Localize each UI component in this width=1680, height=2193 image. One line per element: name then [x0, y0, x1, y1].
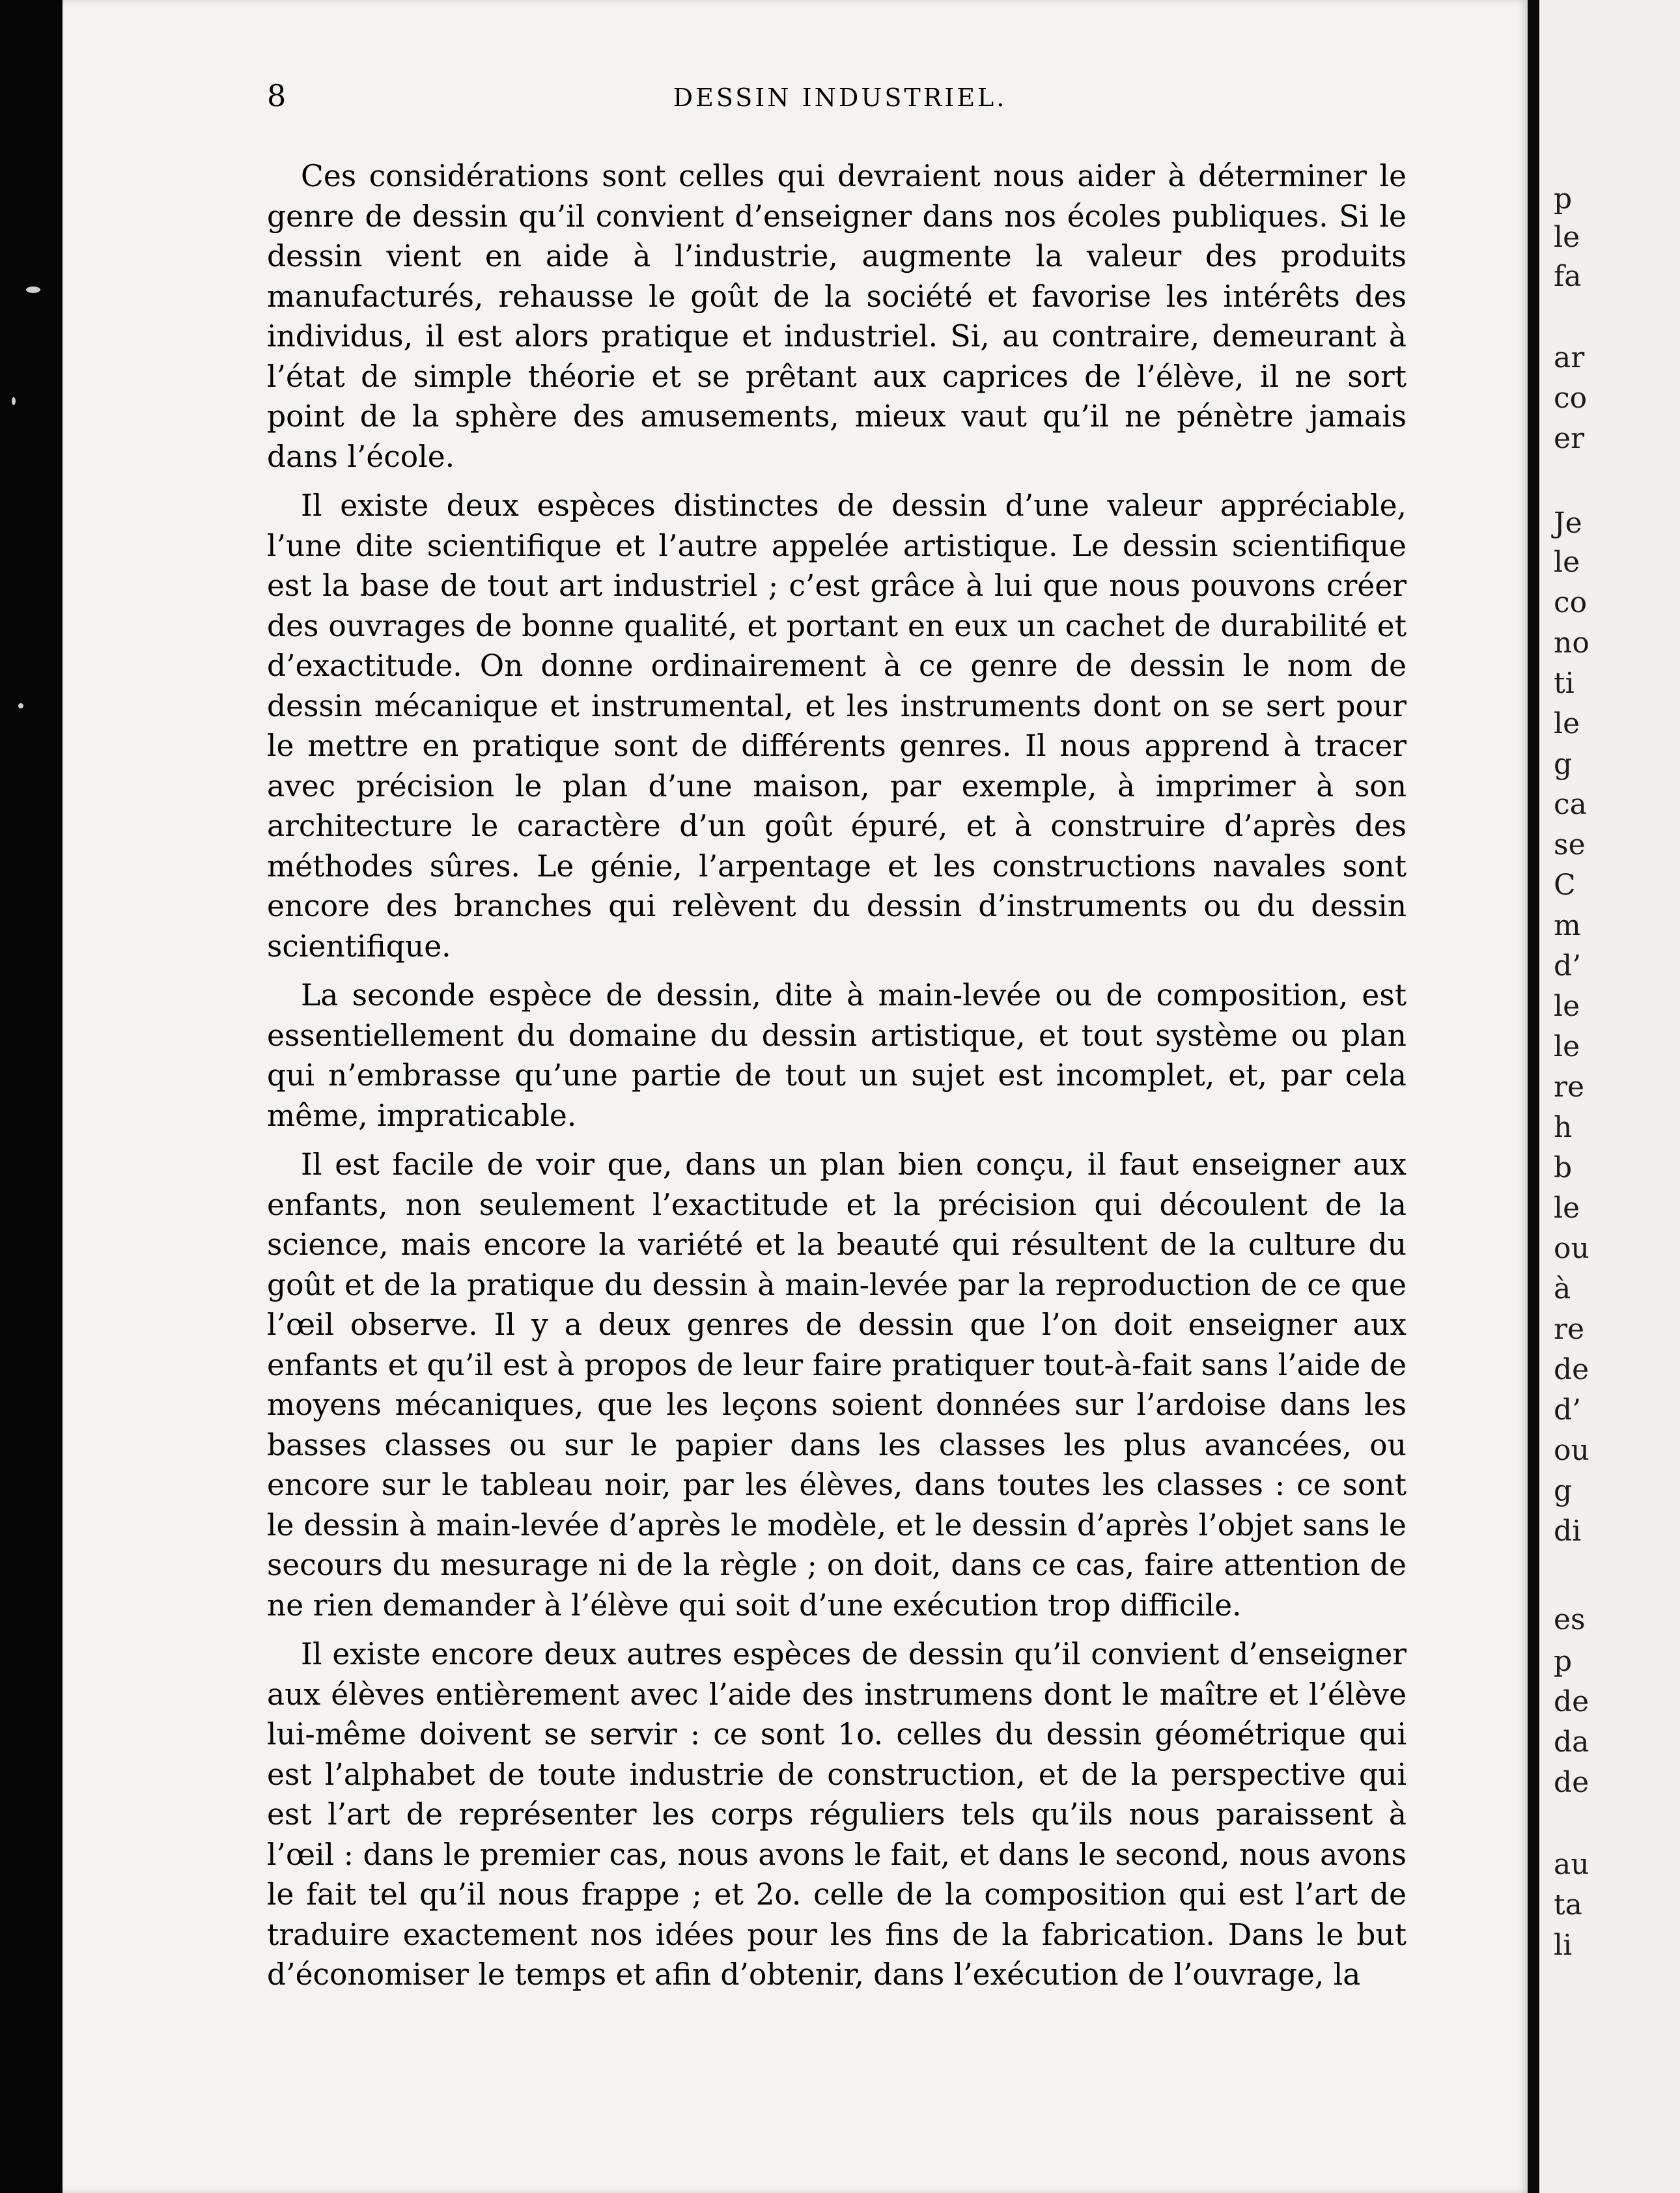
facing-page-text: m	[1554, 909, 1581, 942]
facing-page-text: h	[1554, 1111, 1573, 1144]
facing-page-text: de	[1554, 1766, 1589, 1799]
facing-page-text: d’	[1554, 949, 1582, 983]
facing-page-text: er	[1554, 422, 1585, 455]
facing-page-text: no	[1554, 626, 1589, 660]
facing-page-text: au	[1554, 1848, 1589, 1881]
facing-page-text: le	[1554, 546, 1580, 579]
facing-page-text: p	[1554, 1645, 1573, 1678]
facing-page-text: da	[1554, 1725, 1589, 1759]
facing-page-text: ca	[1554, 788, 1587, 821]
facing-page-text: ar	[1554, 341, 1585, 374]
facing-page-text: le	[1554, 221, 1580, 254]
facing-page-text: d’	[1554, 1393, 1582, 1427]
facing-page-text: re	[1554, 1313, 1585, 1346]
facing-page-text: de	[1554, 1685, 1589, 1718]
page-header	[267, 78, 1413, 130]
facing-page-text: re	[1554, 1070, 1585, 1104]
facing-page-text: fa	[1554, 260, 1582, 293]
page-number: 8	[267, 78, 287, 113]
facing-page-text: C	[1554, 869, 1576, 902]
facing-page-text: à	[1554, 1272, 1571, 1306]
facing-page-text: li	[1554, 1929, 1573, 1962]
facing-page-text: de	[1554, 1353, 1589, 1386]
facing-page-text: g	[1554, 747, 1573, 781]
scan-margin-left	[0, 0, 63, 2193]
facing-page-text: co	[1554, 382, 1588, 415]
facing-page-text: ta	[1554, 1888, 1582, 1921]
facing-page-text: ou	[1554, 1232, 1589, 1265]
running-title: DESSIN INDUSTRIEL.	[673, 83, 1007, 112]
scan-speck	[12, 397, 16, 405]
paragraph: Il est facile de voir que, dans un plan bien conçu, il faut enseigner aux enfants, non seulement l’exactitude et la précision qui découlent de la science, mais encore la variété et la beauté qui résultent de la culture du goût et de la pratique du dessin à main-levée par la reproduction de ce que l’œil observe. Il y a deux genres de dessin que l’on doit enseigner aux enfants et qu’il est à propos de leur faire pratiquer tout-à-fait sans l’aide de moyens mécaniques, que les leçons soient données sur l’ardoise dans les basses classes ou sur le papier dans les classes les plus avancées, ou encore sur le tableau noir, par les élèves, dans toutes les classes : ce sont le dessin à main-levée d’après le modèle, et le dessin d’après l’objet sans le secours du mesurage ni de la règle ; on doit, dans ce cas, faire attention de ne rien demander à l’élève qui soit d’une exécution trop difficile.	[267, 1147, 1407, 1623]
paragraph: Il existe deux espèces distinctes de dessin d’une valeur appréciable, l’une dite scientifique et l’autre appelée artistique. Le dessin scientifique est la base de tout art industriel ; c’est grâce à lui que nous pouvons créer des ouvrages de bonne qualité, et portant en eux un cachet de durabilité et d’exactitude. On donne ordinairement à ce genre de dessin le nom de dessin mécanique et instrumental, et les instruments dont on se sert pour le mettre en pratique sont de différents genres. Il nous apprend à tracer avec précision le plan d’une maison, par exemple, à imprimer à son architecture le caractère d’un goût épuré, et à construire d’après des méthodes sûres. Le génie, l’arpentage et les constructions navales sont encore des branches qui relèvent du dessin d’instruments ou du dessin scientifique.	[267, 488, 1407, 964]
facing-page-text: p	[1554, 182, 1573, 216]
page-body	[267, 156, 1407, 2004]
facing-page-text: ou	[1554, 1434, 1589, 1467]
facing-page-text: co	[1554, 586, 1588, 619]
facing-page-text: b	[1554, 1151, 1573, 1184]
book-gutter	[1528, 0, 1539, 2193]
facing-page-text: Je	[1554, 507, 1582, 540]
facing-page-text: di	[1554, 1515, 1582, 1548]
facing-page-text: es	[1554, 1603, 1586, 1636]
paragraph: Ces considérations sont celles qui devraient nous aider à déterminer le genre de dessin qu’il convient d’enseigner dans nos écoles publiques. Si le dessin vient en aide à l’industrie, augmente la valeur des produits manufacturés, rehausse le goût de la société et favorise les intérêts des individus, il est alors pratique et industriel. Si, au contraire, demeurant à l’état de simple théorie et se prêtant aux caprices de l’élève, il ne sort point de la sphère des amusements, mieux vaut qu’il ne pénètre jamais dans l’école.	[267, 159, 1407, 474]
facing-page-text: se	[1554, 828, 1586, 861]
facing-page-text: ti	[1554, 667, 1575, 700]
scan-speck	[26, 286, 40, 293]
facing-page-text: le	[1554, 707, 1580, 740]
facing-page-text: le	[1554, 990, 1580, 1023]
paragraph: Il existe encore deux autres espèces de dessin qu’il convient d’enseigner aux élèves entièrement avec l’aide des instrumens dont le maître et l’élève lui-même doivent se servir : ce sont 1o. celles du dessin géométrique qui est l’alphabet de toute industrie de construction, et de la perspective qui est l’art de représenter les corps réguliers tels qu’ils nous paraissent à l’œil : dans le premier cas, nous avons le fait, et dans le second, nous avons le fait tel qu’il nous frappe ; et 2o. celle de la composition qui est l’art de traduire exactement nos idées pour les fins de la fabrication. Dans le but d’économiser le temps et afin d’obtenir, dans l’exécution de l’ouvrage, la	[267, 1637, 1407, 1992]
scan-speck	[18, 703, 23, 708]
paragraph: La seconde espèce de dessin, dite à main-levée ou de composition, est essentiellement du domaine du dessin artistique, et tout système ou plan qui n’embrasse qu’une partie de tout un sujet est incomplet, et, par cela même, impraticable.	[267, 978, 1407, 1133]
facing-page-text: le	[1554, 1030, 1580, 1063]
facing-page-text: le	[1554, 1192, 1580, 1225]
facing-page-text: g	[1554, 1474, 1573, 1507]
